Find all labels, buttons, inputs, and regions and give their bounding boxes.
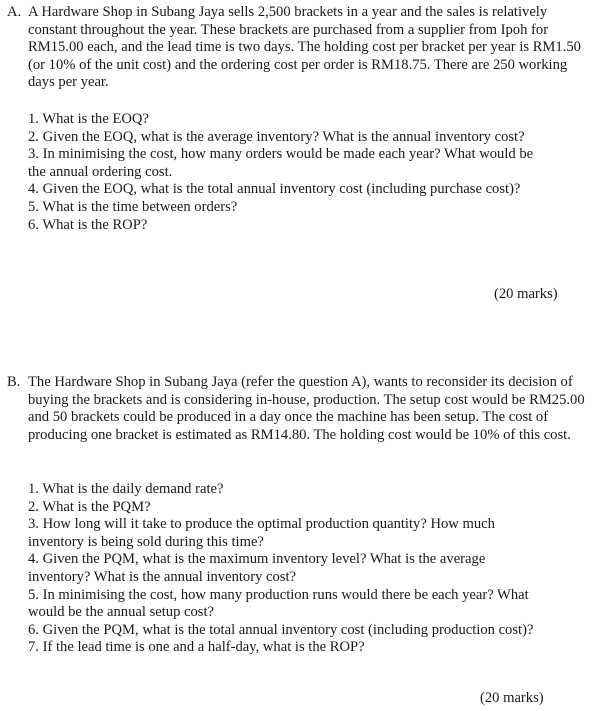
question-b1: 1. What is the daily demand rate? — [28, 481, 224, 497]
section-a-letter: A. — [7, 4, 22, 20]
section-b-marks: (20 marks) — [480, 690, 544, 706]
question-a1: 1. What is the EOQ? — [28, 111, 149, 127]
section-b-letter: B. — [7, 374, 21, 390]
question-b7: 7. If the lead time is one and a half-day, what is the ROP? — [28, 639, 365, 656]
section-b-intro: The Hardware Shop in Subang Jaya (refer the question A), wants to reconsider its decision of buying the brackets and is considering in-house, production. The setup cost would be RM25.00 and 50 brackets could be produced in a day once the machine has been setup. The cost of producing one bracket is estimated as RM14.80. The holding cost would be 10% of this cost. — [28, 374, 585, 443]
question-b4: 4. Given the PQM, what is the maximum inventory level? What is the average inventory? What is the annual inventory cost? — [28, 551, 486, 585]
question-a3: 3. In minimising the cost, how many orders would be made each year? What would be the annual ordering cost. — [28, 146, 534, 180]
question-a6: 6. What is the ROP? — [28, 216, 148, 233]
question-b6: 6. Given the PQM, what is the total annual inventory cost (including production cost)? — [28, 621, 534, 638]
question-a5: 5. What is the time between orders? — [28, 198, 238, 215]
section-b-questions — [28, 481, 548, 657]
section-a-intro: A Hardware Shop in Subang Jaya sells 2,500 brackets in a year and the sales is relatively constant throughout the year. These brackets are purchased from a supplier from Ipoh for RM15.00 each, and the lead time is two days. The holding cost per bracket per year is RM1.50 (or 10% of the unit cost) and the ordering cost per order is RM18.75. There are 250 working days per year. — [28, 4, 581, 91]
question-b5: 5. In minimising the cost, how many production runs would there be each year? What would be the annual setup cost? — [28, 586, 529, 621]
section-a-questions — [28, 111, 548, 234]
question-b2: 2. What is the PQM? — [28, 498, 151, 515]
question-a4: 4. Given the EOQ, what is the total annual inventory cost (including purchase cost)? — [28, 181, 521, 198]
question-a2: 2. Given the EOQ, what is the average inventory? What is the annual inventory cost? — [28, 128, 525, 145]
section-a-marks: (20 marks) — [494, 286, 558, 302]
question-b3: 3. How long will it take to produce the optimal production quantity? How much inventory is being sold during this time? — [28, 516, 495, 550]
